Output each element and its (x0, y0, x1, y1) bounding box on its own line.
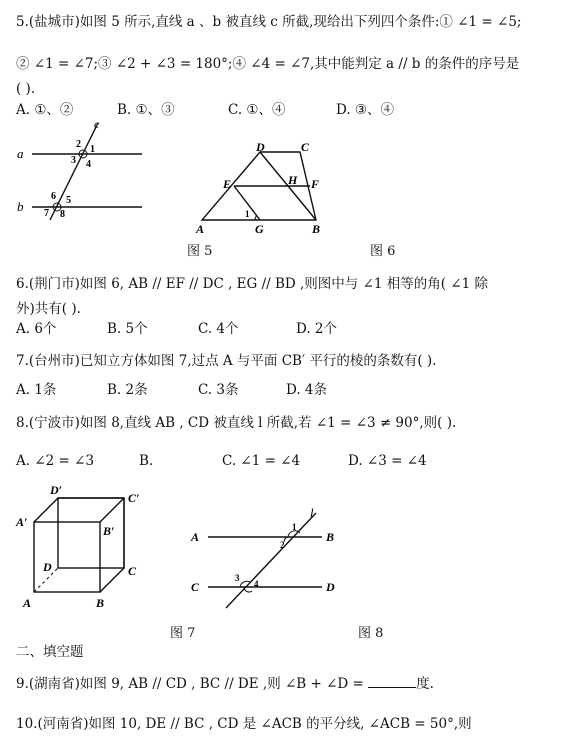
fig5-label-1: 1 (90, 144, 95, 155)
q6-option-d: D. 2个 (296, 321, 338, 337)
fig6-label-c: C (301, 140, 310, 154)
q5-option-d: D. ③、④ (336, 102, 395, 118)
fig5-label-6: 6 (51, 191, 56, 202)
q5-line1: 5.(盐城市)如图 5 所示,直线 a 、b 被直线 c 所截,现给出下列四个条件:① ∠1 = ∠5; (16, 14, 522, 30)
fig5-label-5: 5 (66, 195, 71, 206)
fig8-label-b: B (326, 530, 335, 544)
q9-answer-blank[interactable] (368, 675, 416, 688)
q6-line1: 6.(荆门市)如图 6, AB // EF // DC , EG // BD ,则图中与 ∠1 相等的角( ∠1 除 (16, 276, 489, 292)
fig7-label-c-prime: C′ (128, 491, 140, 505)
fig5-label-4: 4 (86, 159, 91, 170)
fig8-label-1: 1 (292, 522, 297, 532)
q6-option-b: B. 5个 (107, 321, 148, 337)
fig5-label-8: 8 (60, 209, 65, 220)
q7-option-c: C. 3条 (198, 382, 239, 398)
fig6-label-a: A (196, 222, 205, 236)
q6-option-c: C. 4个 (198, 321, 239, 337)
q9-suffix: 度. (416, 676, 434, 692)
q8-option-b: B. (139, 453, 154, 469)
fig6-label-d: D (256, 140, 265, 154)
fig8-label-2: 2 (280, 540, 285, 550)
fig7-label-d-prime: D′ (50, 483, 63, 497)
fig5-label-7: 7 (44, 208, 49, 219)
q8-option-c: C. ∠1 = ∠4 (222, 453, 301, 469)
q8-option-d: D. ∠3 = ∠4 (348, 453, 427, 469)
q5-line3: ( ). (16, 81, 36, 97)
figure-6-caption: 图 6 (370, 244, 396, 259)
fig8-label-3: 3 (235, 573, 240, 583)
q8-option-a: A. ∠2 = ∠3 (16, 453, 95, 469)
fig7-label-b: B (96, 596, 105, 610)
q5-option-b: B. ①、③ (117, 102, 175, 118)
q5-line2: ② ∠1 = ∠7;③ ∠2 + ∠3 = 180°;④ ∠4 = ∠7,其中能判定 a // b 的条件的序号是 (16, 56, 520, 72)
figure-5-caption: 图 5 (187, 244, 213, 259)
q7-option-a: A. 1条 (16, 382, 57, 398)
figure-7 (14, 480, 164, 615)
fig8-label-l: l (310, 505, 314, 520)
fig5-label-c: c (94, 118, 100, 131)
fig6-label-1: 1 (245, 209, 250, 219)
fig6-label-f: F (311, 177, 320, 191)
fig6-label-e: E (223, 177, 232, 191)
fig5-label-b: b (17, 199, 24, 214)
fig8-label-c: C (191, 580, 200, 594)
figure-6 (190, 138, 340, 238)
section-heading-fill-in: 二、填空题 (16, 644, 84, 660)
fig7-label-a-prime: A′ (16, 515, 28, 529)
fig8-label-d: D (326, 580, 335, 594)
fig6-label-h: H (288, 173, 298, 187)
fig7-label-c: C (128, 564, 137, 578)
q8-line1: 8.(宁波市)如图 8,直线 AB , CD 被直线 l 所截,若 ∠1 = ∠3 ≠ 90°,则( ). (16, 415, 457, 431)
q5-option-a: A. ①、② (16, 102, 74, 118)
fig8-label-4: 4 (254, 579, 259, 589)
fig5-label-a: a (17, 146, 24, 161)
fig5-label-2: 2 (76, 139, 81, 150)
q9-text: 9.(湖南省)如图 9, AB // CD , BC // DE ,则 ∠B + ∠D = (16, 676, 364, 692)
figure-8-caption: 图 8 (358, 626, 384, 641)
fig7-label-b-prime: B′ (103, 524, 115, 538)
q7-option-b: B. 2条 (107, 382, 148, 398)
fig5-label-3: 3 (71, 155, 76, 166)
figure-5 (14, 118, 154, 220)
fig7-label-d: D (43, 560, 52, 574)
q7-line1: 7.(台州市)已知立方体如图 7,过点 A 与平面 CB′ 平行的棱的条数有( ). (16, 353, 437, 369)
q10-line: 10.(河南省)如图 10, DE // BC , CD 是 ∠ACB 的平分线, ∠ACB = 50°,则 (16, 716, 472, 732)
figure-8 (188, 505, 348, 610)
fig7-label-a: A (23, 596, 32, 610)
q7-option-d: D. 4条 (286, 382, 328, 398)
q9-line (16, 675, 434, 693)
q5-option-c: C. ①、④ (228, 102, 286, 118)
q6-option-a: A. 6个 (16, 321, 57, 337)
fig8-label-a: A (191, 530, 200, 544)
figure-7-caption: 图 7 (170, 626, 196, 641)
fig6-label-g: G (255, 222, 264, 236)
fig6-label-b: B (312, 222, 321, 236)
q6-line2: 外)共有( ). (16, 301, 81, 317)
